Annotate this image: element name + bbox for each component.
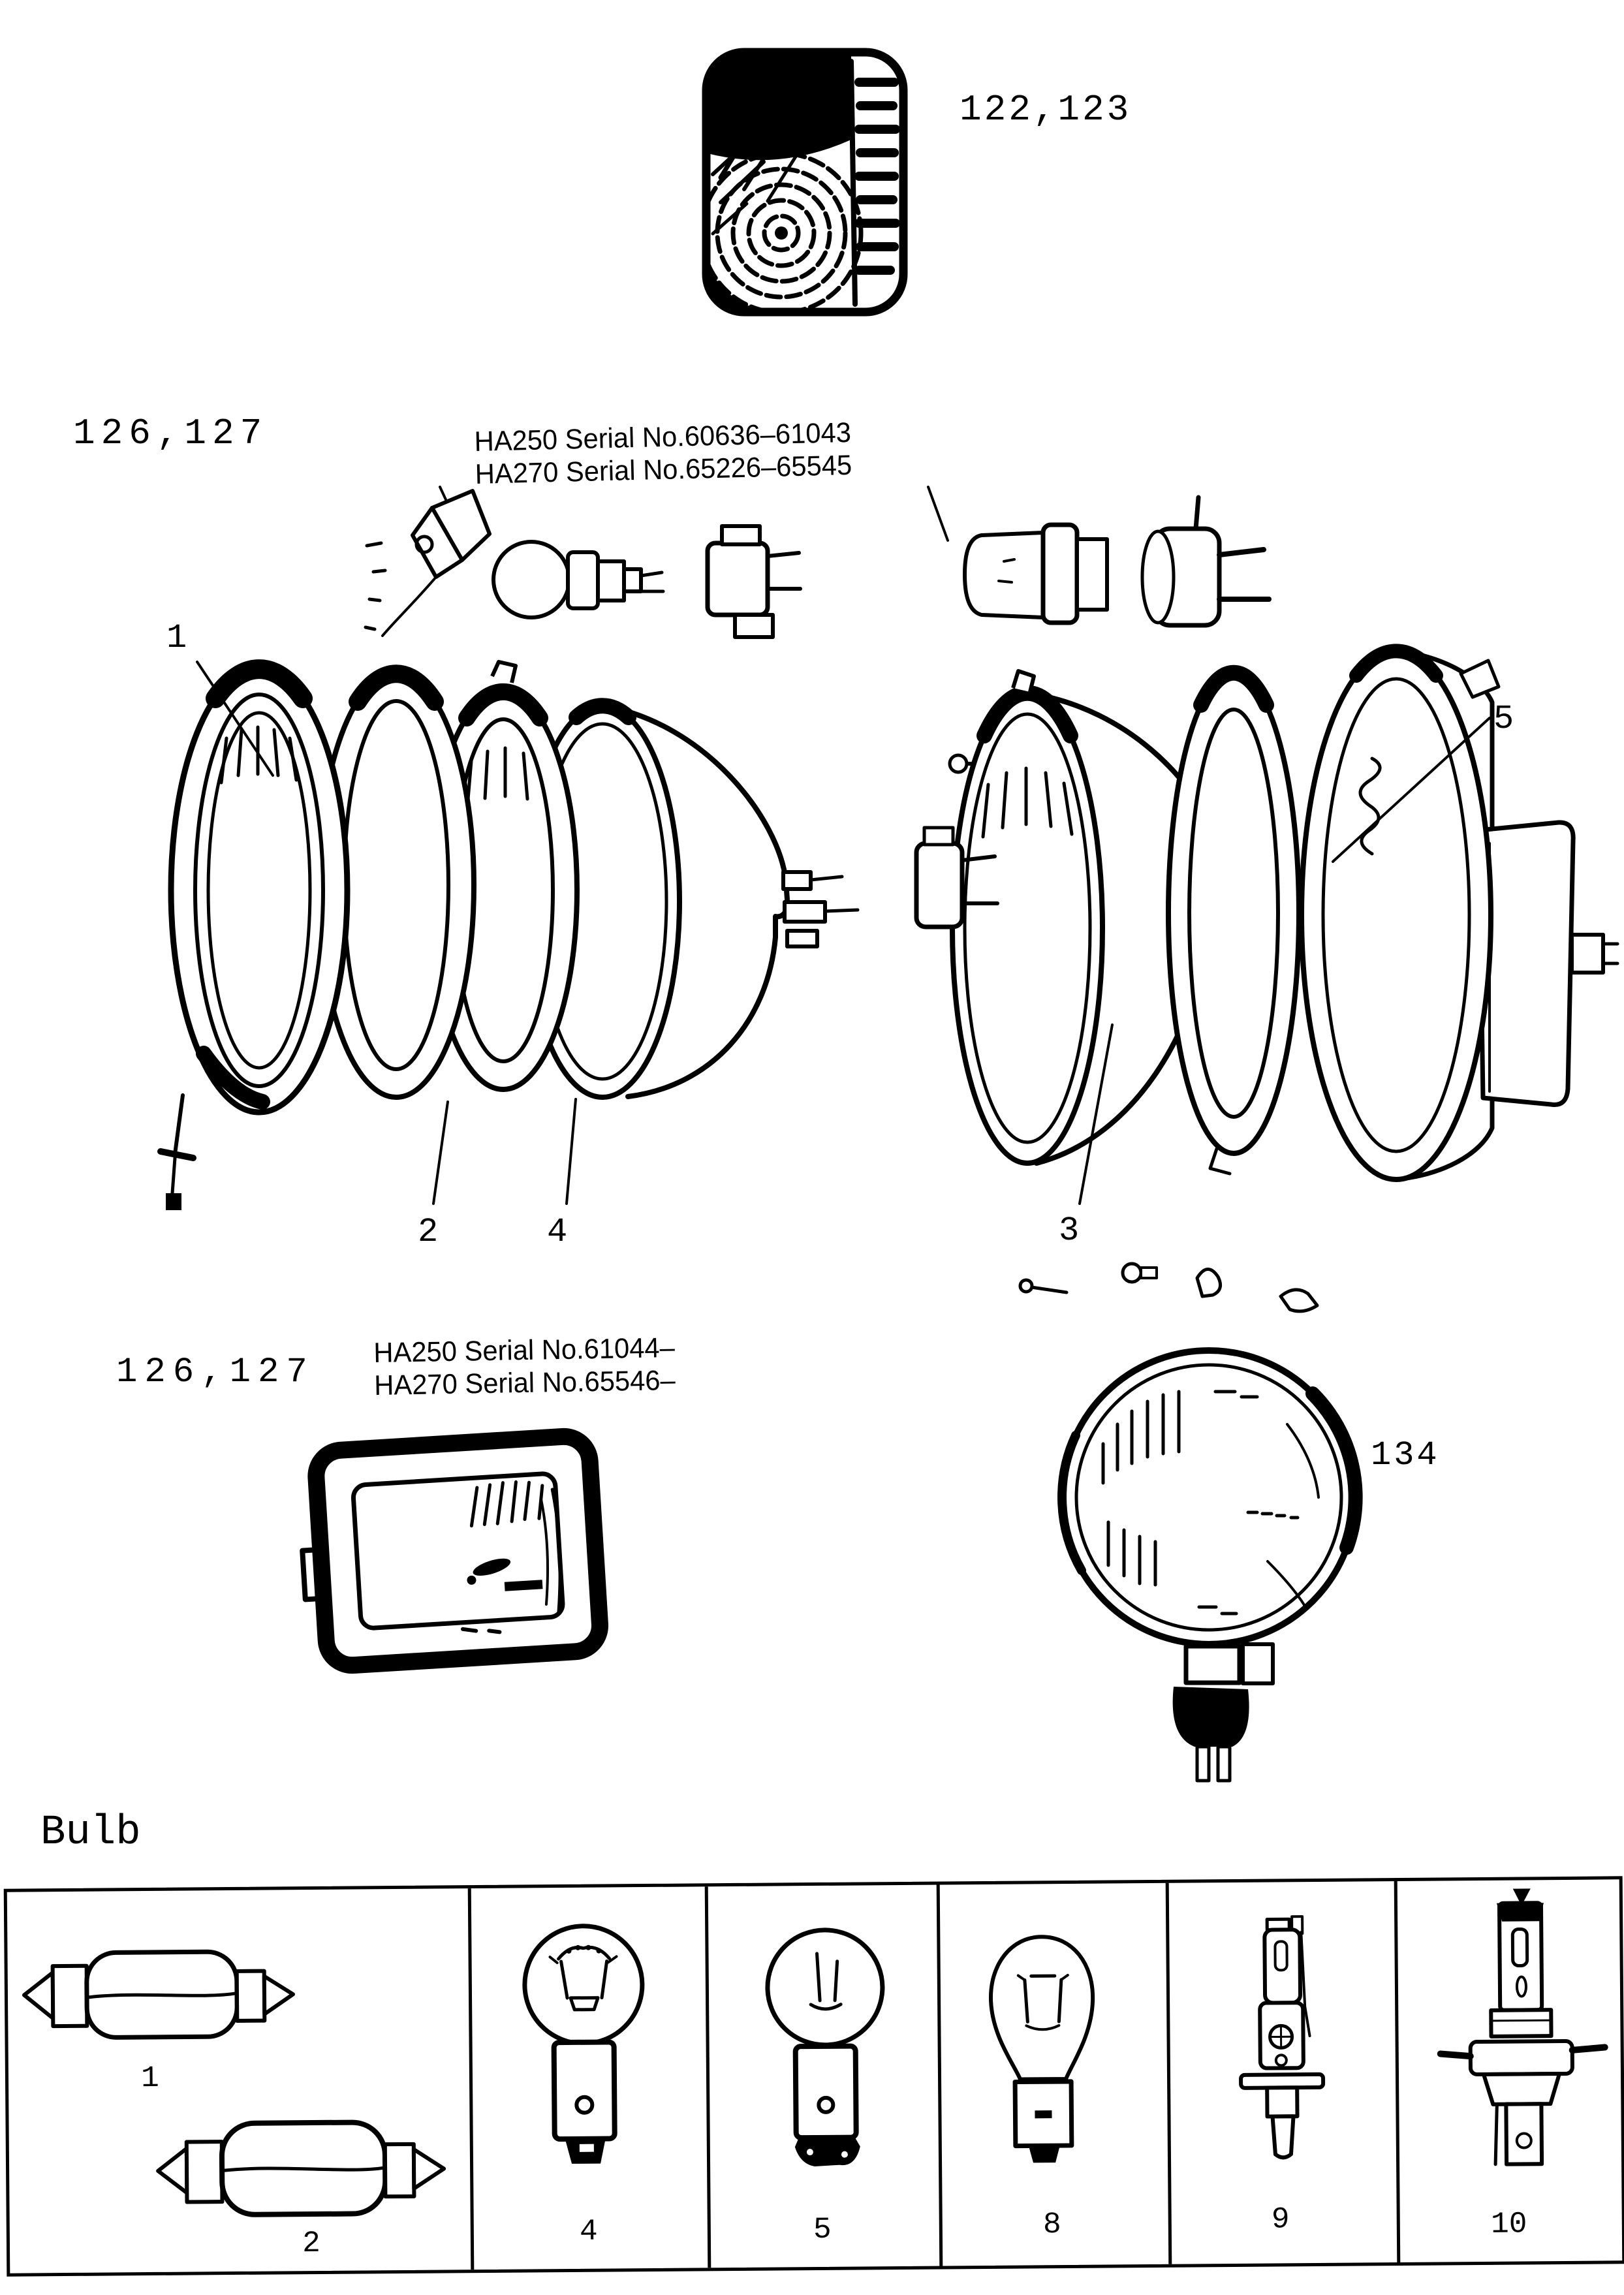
table-divider [468, 1888, 475, 2270]
bulb-section-heading: Bulb [40, 1809, 141, 1856]
serial-note-late [373, 1332, 676, 1402]
bulb-number: 4 [579, 2214, 598, 2249]
bulb-number: 1 [140, 2061, 159, 2096]
callout-4: 4 [547, 1213, 568, 1251]
callout-2: 2 [418, 1213, 439, 1251]
bulb-number: 8 [1042, 2208, 1061, 2242]
serial-note-early-line1: HA250 Serial No.60636–61043 [474, 416, 852, 458]
headlamp-exploded-right-figure [915, 478, 1620, 1333]
callout-3: 3 [1059, 1211, 1080, 1250]
halogen-h1-bulb [1236, 1915, 1329, 2161]
part-ref-headlamp-late: 126,127 [116, 1352, 315, 1392]
serial-note-late-line1: HA250 Serial No.61044– [373, 1332, 676, 1369]
pear-bulb [975, 1929, 1110, 2166]
turn-signal-lens-figure [687, 40, 915, 321]
serial-note-early-line2: HA270 Serial No.65226–65545 [475, 449, 852, 490]
part-ref-work-lamp: 134 [1371, 1436, 1440, 1475]
serial-note-early [474, 416, 852, 491]
callout-1: 1 [166, 619, 187, 657]
round-work-lamp-figure [1052, 1326, 1366, 1757]
bulb-number: 9 [1271, 2202, 1290, 2237]
bulb-number: 5 [813, 2212, 832, 2247]
halogen-h4-bulb [1431, 1886, 1610, 2178]
festoon-bulb-small [18, 1939, 300, 2049]
bulb-number: 10 [1491, 2207, 1527, 2241]
square-headlamp-figure [295, 1414, 621, 1694]
table-divider [937, 1884, 943, 2266]
bulb-table [4, 1876, 1624, 2276]
ball-bulb-bayonet-base [518, 1920, 650, 2183]
table-divider [1394, 1881, 1401, 2262]
festoon-bulb-large [153, 2117, 454, 2221]
part-ref-headlamp-early: 126,127 [73, 413, 268, 454]
bulb-number: 2 [302, 2226, 320, 2261]
callout-5: 5 [1493, 700, 1514, 738]
serial-note-late-line2: HA270 Serial No.65546– [373, 1364, 676, 1401]
headlamp-exploded-left-figure [106, 480, 837, 1322]
part-ref-flasher: 122,123 [960, 89, 1132, 131]
table-divider [1166, 1883, 1172, 2264]
table-divider [705, 1886, 711, 2268]
ball-bulb-bayonet-base [759, 1922, 892, 2184]
